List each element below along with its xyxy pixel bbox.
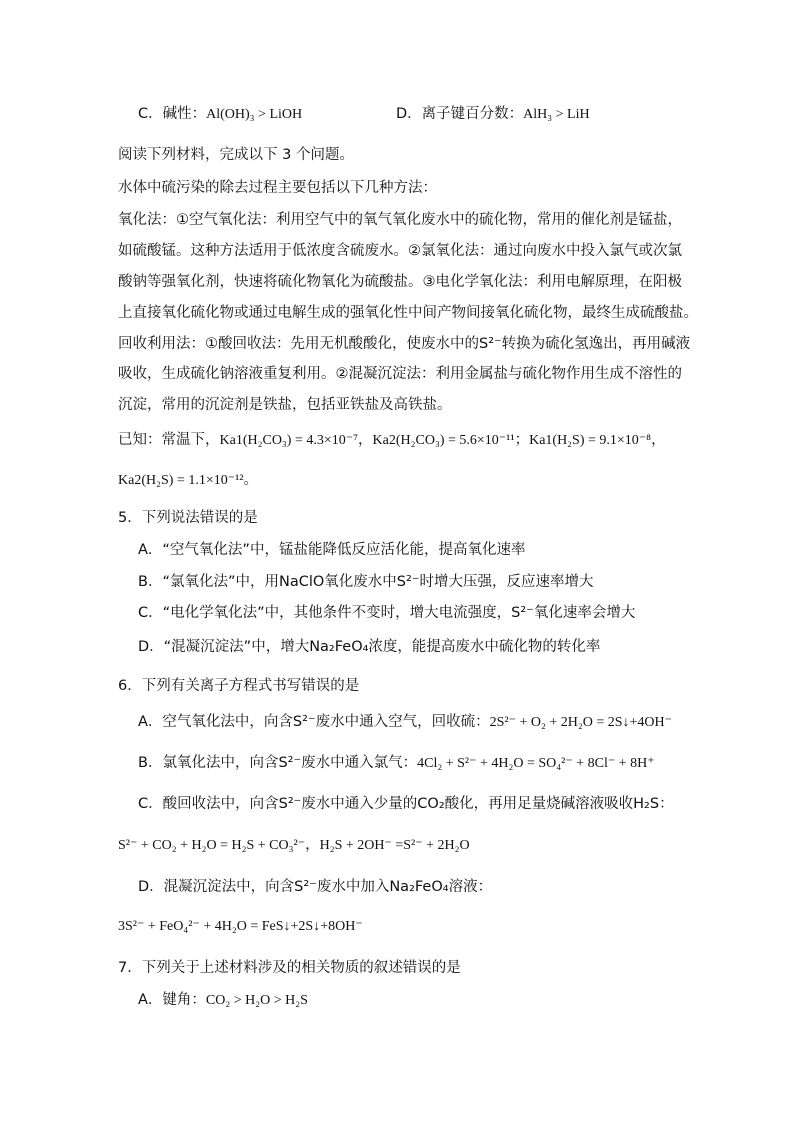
material-rec-line1: 回收利用法：①酸回收法：先用无机酸酸化，使废水中的S²⁻转换为硫化氢逸出，再用碱液 (118, 336, 691, 352)
q5-option-d: D．“混凝沉淀法”中，增大Na₂FeO₄浓度，能提高废水中硫化物的转化率 (138, 639, 601, 655)
q5-stem: 5．下列说法错误的是 (118, 510, 258, 526)
prev-option-d: D．离子键百分数：AlH₃ > LiH (396, 106, 590, 122)
material-ox-line3: 酸钠等强氧化剂，快速将硫化物氧化为硫酸盐。③电化学氧化法：利用电解原理，在阳极 (118, 274, 682, 290)
q6-c-equation-1: S²⁻ + CO₂ + H₂O = H₂S + CO₃²⁻ (118, 838, 306, 853)
constant-ka1-h2co3: Ka1(H₂CO₃) = 4.3×10⁻⁷ (219, 433, 359, 448)
constant-ka1-h2s: Ka1(H₂S) = 9.1×10⁻⁸ (529, 433, 652, 448)
given-constants: 已知：常温下，Ka1(H₂CO₃) = 4.3×10⁻⁷，Ka2(H₂CO₃) = 5.6×10⁻¹¹；Ka1(H₂S) = 9.1×10⁻⁸， (118, 432, 666, 448)
q7-stem: 7．下列关于上述材料涉及的相关物质的叙述错误的是 (118, 960, 461, 976)
q5-option-a: A．“空气氧化法”中，锰盐能降低反应活化能，提高氧化速率 (138, 542, 526, 558)
q7-a-formula: CO₂ > H₂O > H₂S (205, 993, 308, 1008)
q6-c-equations: S²⁻ + CO₂ + H₂O = H₂S + CO₃²⁻，H₂S + 2OH⁻ =S²⁻ + 2H₂O (118, 837, 470, 853)
q5-option-b: B．“氯氧化法”中，用NaClO氧化废水中S²⁻时增大压强，反应速率增大 (138, 574, 594, 590)
material-ox-line2: 如硫酸锰。这种方法适用于低浓度含硫废水。②氯氧化法：通过向废水中投入氯气或次氯 (118, 243, 682, 259)
material-rec-line3: 沉淀，常用的沉淀剂是铁盐，包括亚铁盐及高铁盐。 (118, 397, 452, 413)
q6-b-equation: 4Cl₂ + S²⁻ + 4H₂O = SO₄²⁻ + 8Cl⁻ + 8H⁺ (417, 756, 655, 771)
q6-stem: 6．下列有关离子方程式书写错误的是 (118, 678, 360, 694)
q7-option-a: A．键角：CO₂ > H₂O > H₂S (138, 992, 308, 1008)
material-ox-line4: 上直接氧化硫化物或通过电解生成的强氧化性中间产物间接氧化硫化物，最终生成硫酸盐。 (118, 305, 698, 321)
constant-ka2-h2co3: Ka2(H₂CO₃) = 5.6×10⁻¹¹ (372, 433, 515, 448)
q6-option-d: D．混凝沉淀法中，向含S²⁻废水中加入Na₂FeO₄溶液： (138, 879, 493, 895)
prev-option-c: C．碱性：Al(OH)₃ > LiOH (138, 106, 303, 122)
given-constants-2: Ka2(H₂S) = 1.1×10⁻¹²。 (118, 472, 259, 488)
material-rec-line2: 吸收，生成硫化钠溶液重复利用。②混凝沉淀法：利用金属盐与硫化物作用生成不溶性的 (118, 366, 682, 382)
q5-option-c: C．“电化学氧化法”中，其他条件不变时，增大电流强度，S²⁻氧化速率会增大 (138, 605, 636, 621)
material-ox-line1: 氧化法：①空气氧化法：利用空气中的氧气氧化废水中的硫化物，常用的催化剂是锰盐， (118, 212, 682, 228)
reading-intro: 阅读下列材料，完成以下 3 个问题。 (118, 147, 354, 163)
constant-ka2-h2s: Ka2(H₂S) = 1.1×10⁻¹² (118, 473, 244, 488)
q6-a-equation: 2S²⁻ + O₂ + 2H₂O = 2S↓+4OH⁻ (489, 715, 673, 730)
option-d-formula: AlH₃ > LiH (523, 107, 590, 122)
option-c-formula: Al(OH)₃ > LiOH (206, 107, 303, 122)
material-heading: 水体中硫污染的除去过程主要包括以下几种方法： (118, 180, 437, 196)
q6-option-b: B．氯氧化法中，向含S²⁻废水中通入氯气：4Cl₂ + S²⁻ + 4H₂O = SO₄²⁻ + 8Cl⁻ + 8H⁺ (138, 755, 655, 771)
q6-option-c: C．酸回收法中，向含S²⁻废水中通入少量的CO₂酸化，再用足量烧碱溶液吸收H₂S： (138, 796, 674, 812)
q6-option-a: A．空气氧化法中，向含S²⁻废水中通入空气，回收硫：2S²⁻ + O₂ + 2H₂O = 2S↓+4OH⁻ (138, 714, 673, 730)
q6-d-equation: 3S²⁻ + FeO₄²⁻ + 4H₂O = FeS↓+2S↓+8OH⁻ (118, 919, 363, 934)
q6-c-equation-2: H₂S + 2OH⁻ =S²⁻ + 2H₂O (319, 838, 470, 853)
